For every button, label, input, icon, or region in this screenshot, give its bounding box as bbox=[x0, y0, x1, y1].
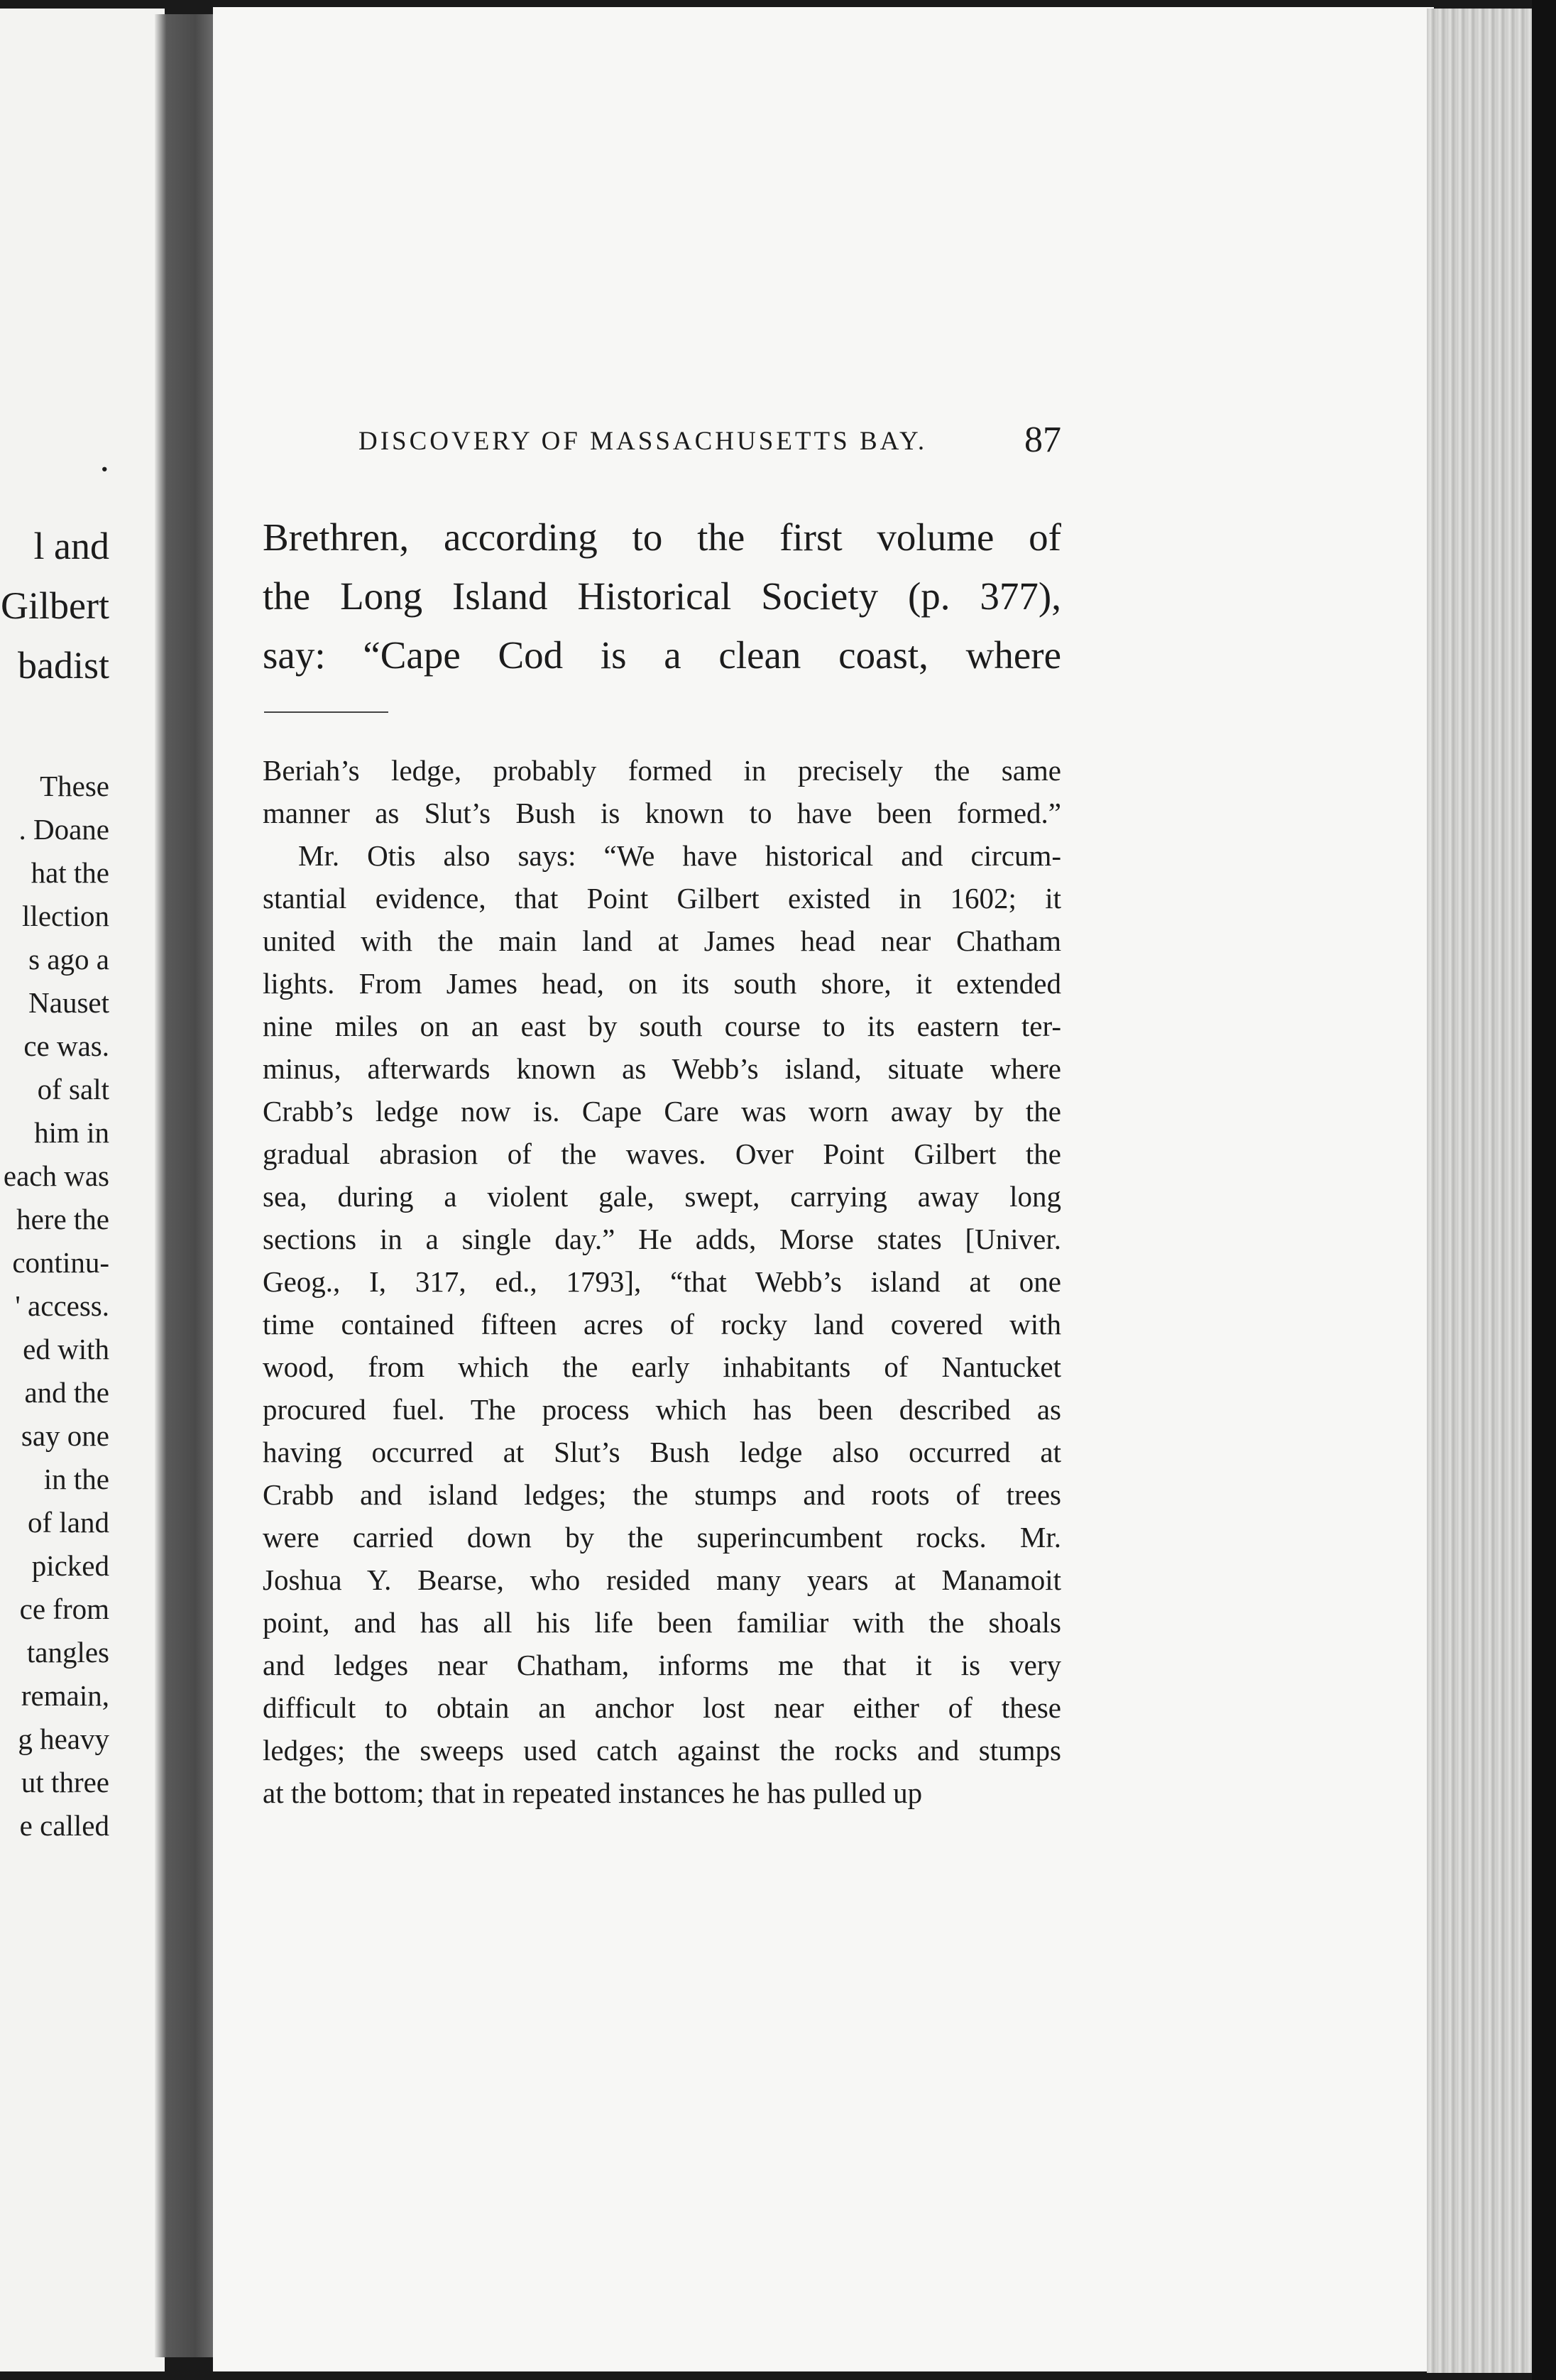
left-page-line: e called bbox=[19, 1809, 109, 1842]
main-text-line: Brethren, according to the first volume of bbox=[263, 515, 1061, 559]
footnote-line: Joshua Y. Bearse, who resided many years at Manamoit bbox=[263, 1563, 1061, 1596]
footnote-line: were carried down by the superincumbent rocks. Mr. bbox=[263, 1521, 1061, 1554]
left-page-line: continu- bbox=[12, 1246, 109, 1279]
book-gutter bbox=[155, 14, 213, 2357]
footnote-line: ledges; the sweeps used catch against the rocks and stumps bbox=[263, 1734, 1061, 1767]
left-page-line: each was bbox=[3, 1159, 109, 1192]
footnote-line: Crabb’s ledge now is. Cape Care was worn away by the bbox=[263, 1095, 1061, 1128]
footnote bbox=[263, 749, 1061, 1814]
left-page-line: Nauset bbox=[28, 986, 109, 1019]
left-page-line: of salt bbox=[37, 1073, 109, 1106]
footnote-line: Crabb and island ledges; the stumps and roots of trees bbox=[263, 1478, 1061, 1511]
footnote-line: manner as Slut’s Bush is known to have been formed.” bbox=[263, 797, 1061, 829]
left-page-line: ' access. bbox=[15, 1289, 109, 1322]
left-page-line: in the bbox=[43, 1463, 109, 1495]
footnote-line: gradual abrasion of the waves. Over Point Gilbert the bbox=[263, 1137, 1061, 1170]
footnote-line: difficult to obtain an anchor lost near either of these bbox=[263, 1691, 1061, 1724]
footnote-line: procured fuel. The process which has been described as bbox=[263, 1393, 1061, 1426]
footnote-line: minus, afterwards known as Webb’s island, situate where bbox=[263, 1052, 1061, 1085]
footnote-line: and ledges near Chatham, informs me that it is very bbox=[263, 1649, 1061, 1681]
footnote-line: at the bottom; that in repeated instances he has pulled up bbox=[263, 1776, 923, 1809]
footnote-line: point, and has all his life been familiar with the shoals bbox=[263, 1606, 1061, 1639]
footnote-line: having occurred at Slut’s Bush ledge also occurred at bbox=[263, 1436, 1061, 1468]
left-page-line: say one bbox=[21, 1419, 109, 1452]
footnote-rule bbox=[264, 711, 388, 713]
left-page-line: tangles bbox=[26, 1636, 109, 1669]
page-number: 87 bbox=[1024, 420, 1061, 460]
footnote-line: lights. From James head, on its south shore, it extended bbox=[263, 967, 1061, 1000]
left-page-line: ed with bbox=[23, 1333, 109, 1365]
left-page-line: ce was. bbox=[23, 1030, 109, 1062]
left-page-line: here the bbox=[16, 1203, 109, 1235]
left-page-line: him in bbox=[34, 1116, 109, 1149]
left-page-line: and the bbox=[24, 1376, 109, 1409]
main-text-line: the Long Island Historical Society (p. 377), bbox=[263, 574, 1061, 618]
footnote-line: sections in a single day.” He adds, Morse states [Univer. bbox=[263, 1223, 1061, 1255]
left-page-line: ut three bbox=[21, 1766, 109, 1798]
main-text-line: say: “Cape Cod is a clean coast, where bbox=[263, 633, 1061, 677]
footnote-line: wood, from which the early inhabitants of Nantucket bbox=[263, 1350, 1061, 1383]
left-page-line: remain, bbox=[21, 1679, 109, 1712]
left-page-line: of land bbox=[28, 1506, 109, 1539]
footnote-line: time contained fifteen acres of rocky land covered with bbox=[263, 1308, 1061, 1341]
footnote-line: united with the main land at James head near Chatham bbox=[263, 924, 1061, 957]
footnote-line: Geog., I, 317, ed., 1793], “that Webb’s island at one bbox=[263, 1265, 1061, 1298]
footnote-line: sea, during a violent gale, swept, carrying away long bbox=[263, 1180, 1061, 1213]
page-header bbox=[358, 419, 1061, 462]
page-edges bbox=[1427, 9, 1532, 2373]
left-page-line: llection bbox=[22, 900, 109, 932]
footnote-line: Beriah’s ledge, probably formed in precisely the same bbox=[263, 754, 1061, 787]
left-page-line: Gilbert bbox=[1, 584, 109, 627]
footnote-line: Mr. Otis also says: “We have historical and circum- bbox=[298, 839, 1061, 872]
left-page-line: hat the bbox=[31, 856, 109, 889]
left-page-line: These bbox=[40, 770, 109, 802]
left-page-fragment bbox=[0, 9, 165, 2371]
footnote-line: stantial evidence, that Point Gilbert existed in 1602; it bbox=[263, 882, 1061, 915]
scan-border bbox=[1532, 0, 1556, 2380]
footnote-line: nine miles on an east by south course to its eastern ter- bbox=[263, 1010, 1061, 1042]
left-page-line: . Doane bbox=[18, 813, 109, 846]
left-page-line: l and bbox=[33, 525, 109, 567]
left-page-line: picked bbox=[31, 1549, 109, 1582]
left-page-line: badist bbox=[18, 644, 109, 687]
running-head: DISCOVERY OF MASSACHUSETTS BAY. bbox=[358, 427, 928, 456]
left-page-line: g heavy bbox=[18, 1723, 109, 1755]
left-page-line: s ago a bbox=[28, 943, 109, 976]
left-page-line: . bbox=[99, 437, 109, 479]
main-text bbox=[263, 508, 1061, 684]
left-page-line: ce from bbox=[19, 1593, 109, 1625]
